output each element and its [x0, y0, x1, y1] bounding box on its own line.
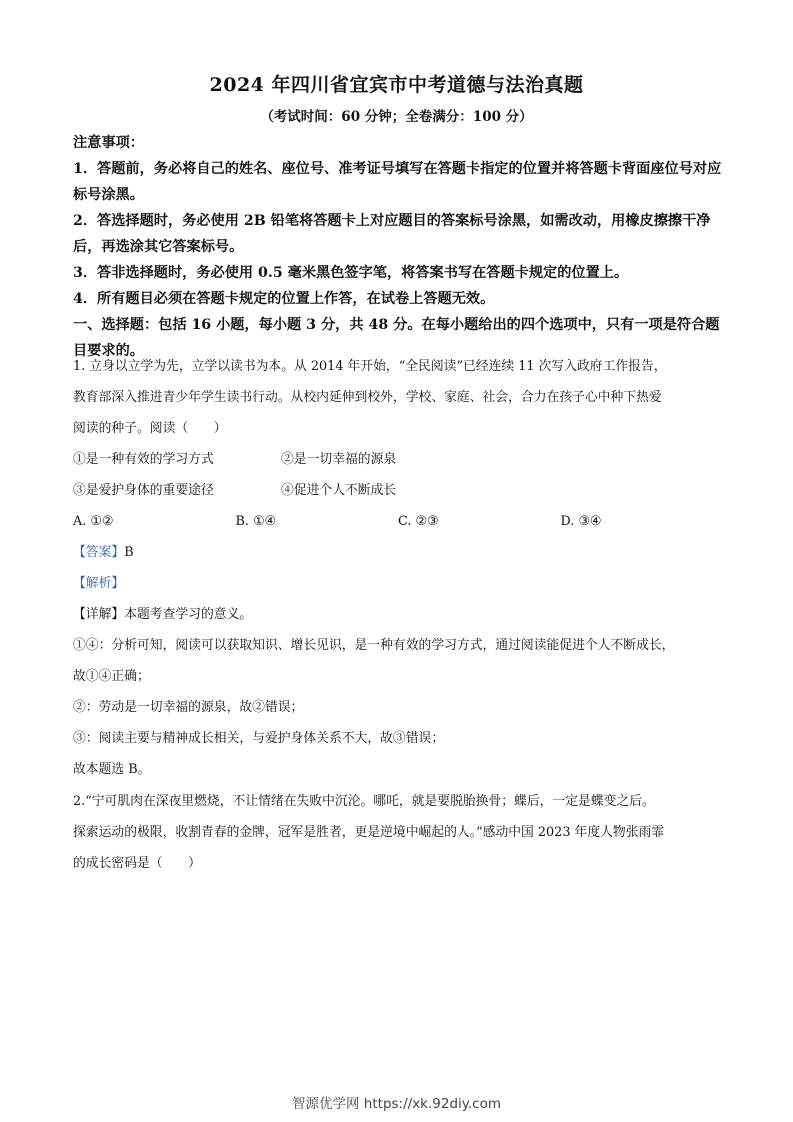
note-item: 3．答非选择题时，务必使用 0.5 毫米黑色签字笔，将答案书写在答题卡规定的位置上。 — [73, 265, 629, 281]
choice-row — [73, 506, 723, 537]
choice-d: D. ③④ — [560, 514, 602, 529]
explanation-line: ③：阅读主要与精神成长相关，与爱护身体关系不大，故③错误； — [73, 731, 445, 746]
question-stem-line: 教育部深入推进青少年学生读书行动。从校内延伸到校外，学校、家庭、社会，合力在孩子心中种下热爱 — [73, 390, 662, 405]
detail-tag: 【详解】 — [73, 607, 125, 622]
question-stem-line: 探索运动的极限，收割青春的金牌，冠军是胜者，更是逆境中崛起的人。”感动中国 2023 年度人物张雨霏 — [73, 825, 665, 840]
statement: ①是一种有效的学习方式 — [73, 452, 214, 467]
analysis-tag: 【解析】 — [73, 576, 125, 591]
note-item: 2．答选择题时，务必使用 2B 铅笔将答题卡上对应题目的答案标号涂黑，如需改动，用橡皮擦擦干净后，再选涂其它答案标号。 — [73, 213, 711, 255]
question-stem-line: 1. 立身以立学为先，立学以读书为本。从 2014 年开始，“全民阅读”已经连续 11 次写入政府工作报告， — [73, 359, 667, 374]
section-heading: 一、选择题：包括 16 小题，每小题 3 分，共 48 分。在每小题给出的四个选项中，只有一项是符合题目要求的。 — [73, 317, 720, 359]
explanation-line: 故①④正确； — [73, 669, 150, 684]
detail-line — [73, 599, 723, 630]
choice-a: A. ①② — [73, 514, 114, 529]
question-stem-line: 的成长密码是（ ） — [73, 856, 201, 871]
notes-heading: 注意事项： — [73, 135, 144, 151]
statement: ③是爱护身体的重要途径 — [73, 483, 214, 498]
answer-value: B — [124, 545, 134, 560]
answer-line — [73, 537, 723, 568]
analysis-line — [73, 568, 723, 599]
question-1 — [73, 351, 723, 785]
exam-info: （考试时间：60 分钟；全卷满分：100 分） — [260, 109, 533, 125]
explanation-line: 故本题选 B。 — [73, 762, 151, 777]
statement: ②是一切幸福的源泉 — [281, 452, 397, 467]
explanation-line: ②：劳动是一切幸福的源泉，故②错误； — [73, 700, 304, 715]
choice-b: B. ①④ — [235, 514, 276, 529]
page-title: 2024 年四川省宜宾市中考道德与法治真题 — [209, 74, 584, 96]
note-item: 1．答题前，务必将自己的姓名、座位号、准考证号填写在答题卡指定的位置并将答题卡背面座位号对应标号涂黑。 — [73, 161, 722, 203]
choice-c: C. ②③ — [398, 514, 439, 529]
notes-section — [73, 130, 723, 364]
footer-watermark: 智源优学网 https://xk.92diy.com — [292, 1096, 501, 1112]
explanation-line: ①④：分析可知，阅读可以获取知识、增长见识，是一种有效的学习方式，通过阅读能促进个人不断成长， — [73, 638, 675, 653]
statement-row — [73, 475, 723, 506]
question-2 — [73, 786, 723, 879]
question-stem-line: 2.“宁可肌肉在深夜里燃烧，不让情绪在失败中沉沦。哪吒，就是要脱胎换骨；蝶后，一定是蝶变之后。 — [73, 794, 655, 809]
question-stem-line: 阅读的种子。阅读（ ） — [73, 421, 227, 436]
answer-tag: 【答案】 — [73, 545, 125, 560]
note-item: 4．所有题目必须在答题卡规定的位置上作答，在试卷上答题无效。 — [73, 291, 495, 307]
statement-row — [73, 444, 723, 475]
detail-text: 本题考查学习的意义。 — [124, 607, 253, 622]
statement: ④促进个人不断成长 — [281, 483, 397, 498]
